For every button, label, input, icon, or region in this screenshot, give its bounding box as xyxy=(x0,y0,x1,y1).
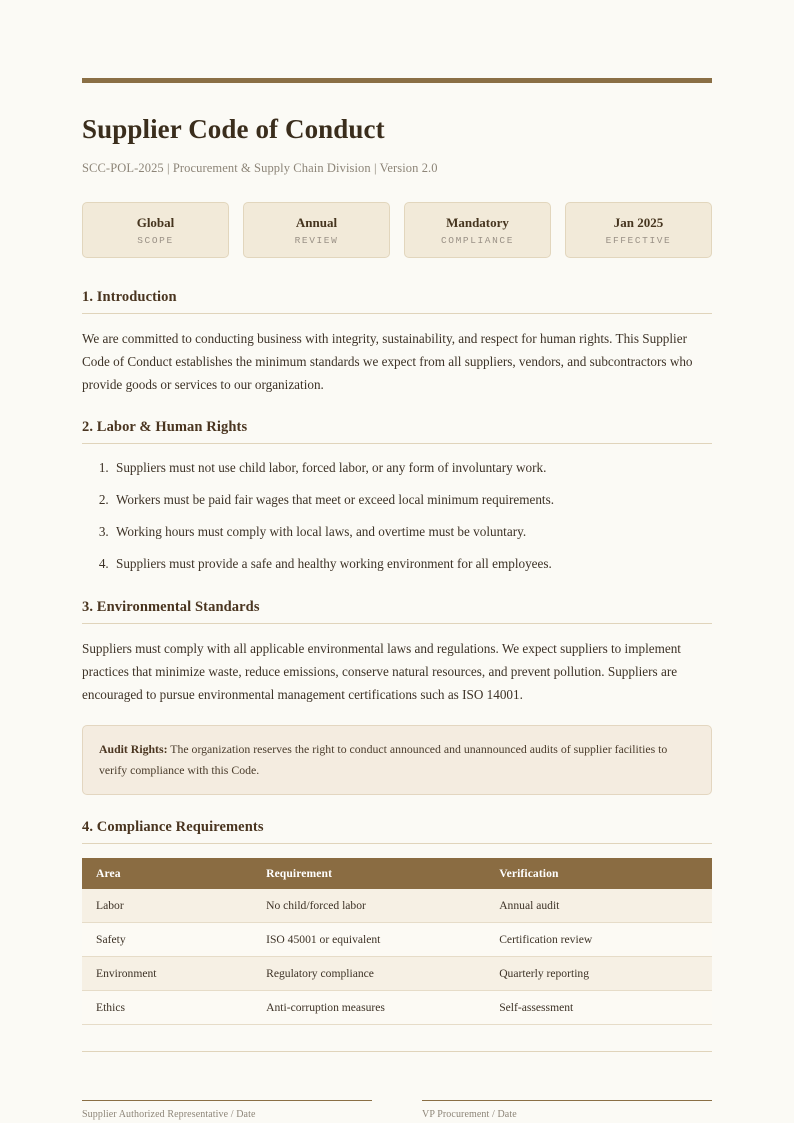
list-item: 3. Working hours must comply with local laws, and overtime must be voluntary. xyxy=(112,522,712,542)
column-header-verification: Verification xyxy=(485,858,712,889)
list-item: 2. Workers must be paid fair wages that meet or exceed local minimum requirements. xyxy=(112,490,712,510)
table-body xyxy=(82,889,712,1025)
masthead-accent-rule xyxy=(82,78,712,83)
table-row xyxy=(82,956,712,990)
table-row xyxy=(82,990,712,1024)
badge-review-value: Annual xyxy=(295,214,338,230)
signature-vp-procurement-caption: VP Procurement / Date xyxy=(422,1108,517,1120)
table-header-row xyxy=(82,858,712,889)
section-compliance xyxy=(82,819,712,1052)
signature-vp-procurement-line[interactable] xyxy=(422,1100,712,1101)
section-environmental xyxy=(82,599,712,794)
audit-rights-label: Audit Rights: xyxy=(99,742,168,757)
page-title: Supplier Code of Conduct xyxy=(82,114,385,144)
badge-scope xyxy=(82,202,229,259)
audit-rights-text: The organization reserves the right to conduct announced and unannounced audits of supplier facilities to verify compliance with this Code. xyxy=(99,742,668,777)
cell-area: Environment xyxy=(82,956,252,990)
badge-effective-label: EFFECTIVE xyxy=(605,234,672,246)
table-header xyxy=(82,858,712,889)
column-header-area: Area xyxy=(82,858,252,889)
section-introduction-heading: 1. Introduction xyxy=(82,289,177,306)
section-environmental-heading: 3. Environmental Standards xyxy=(82,599,260,616)
list-item: 4. Suppliers must provide a safe and healthy working environment for all employees. xyxy=(112,554,712,574)
cell-verification: Annual audit xyxy=(485,889,712,923)
badge-review xyxy=(243,202,390,259)
section-introduction-body: We are committed to conducting business with integrity, sustainability, and respect for human rights. This Supplier Code of Conduct establishes the minimum standards we expect from all suppliers, vendors, and subcontractors who provide goods or services to our organization. xyxy=(82,331,693,393)
badge-compliance xyxy=(404,202,551,259)
section-environmental-rule xyxy=(82,623,712,624)
signature-supplier xyxy=(82,1100,372,1120)
cell-verification: Quarterly reporting xyxy=(485,956,712,990)
table-row xyxy=(82,889,712,923)
section-labor-rule xyxy=(82,443,712,444)
cell-area: Safety xyxy=(82,922,252,956)
list-item: 1. Suppliers must not use child labor, forced labor, or any form of involuntary work. xyxy=(112,458,712,478)
section-compliance-rule xyxy=(82,843,712,844)
column-header-requirement: Requirement xyxy=(252,858,485,889)
badge-effective-value: Jan 2025 xyxy=(613,214,664,230)
cell-verification: Self-assessment xyxy=(485,990,712,1024)
audit-rights-callout xyxy=(82,725,712,795)
labor-requirements-list xyxy=(82,458,712,573)
signature-supplier-line[interactable] xyxy=(82,1100,372,1101)
cell-requirement: No child/forced labor xyxy=(252,889,485,923)
section-environmental-body: Suppliers must comply with all applicable environmental laws and regulations. We expect suppliers to implement practices that minimize waste, reduce emissions, conserve natural resources, and prevent pollution. Suppliers are encouraged to pursue environmental management certifications such as ISO 14001. xyxy=(82,641,681,703)
section-introduction-rule xyxy=(82,313,712,314)
section-labor xyxy=(82,419,712,573)
summary-badge-row xyxy=(82,202,712,259)
signature-vp-procurement xyxy=(422,1100,712,1120)
cell-area: Labor xyxy=(82,889,252,923)
badge-scope-label: SCOPE xyxy=(137,234,174,246)
badge-compliance-label: COMPLIANCE xyxy=(440,234,514,246)
cell-requirement: Regulatory compliance xyxy=(252,956,485,990)
table-row xyxy=(82,922,712,956)
section-compliance-heading: 4. Compliance Requirements xyxy=(82,818,264,835)
section-labor-heading: 2. Labor & Human Rights xyxy=(82,419,248,436)
signature-block xyxy=(82,1100,712,1120)
cell-area: Ethics xyxy=(82,990,252,1024)
badge-effective xyxy=(565,202,712,259)
cell-requirement: Anti-corruption measures xyxy=(252,990,485,1024)
badge-compliance-value: Mandatory xyxy=(446,214,509,230)
badge-review-label: REVIEW xyxy=(294,234,339,246)
cell-requirement: ISO 45001 or equivalent xyxy=(252,922,485,956)
signature-supplier-caption: Supplier Authorized Representative / Date xyxy=(82,1108,256,1120)
section-introduction xyxy=(82,289,712,397)
compliance-requirements-table xyxy=(82,858,712,1025)
document-metadata-line: SCC-POL-2025 | Procurement & Supply Chain Division | Version 2.0 xyxy=(82,160,438,175)
badge-scope-value: Global xyxy=(136,214,175,230)
cell-verification: Certification review xyxy=(485,922,712,956)
post-table-divider xyxy=(82,1051,712,1052)
